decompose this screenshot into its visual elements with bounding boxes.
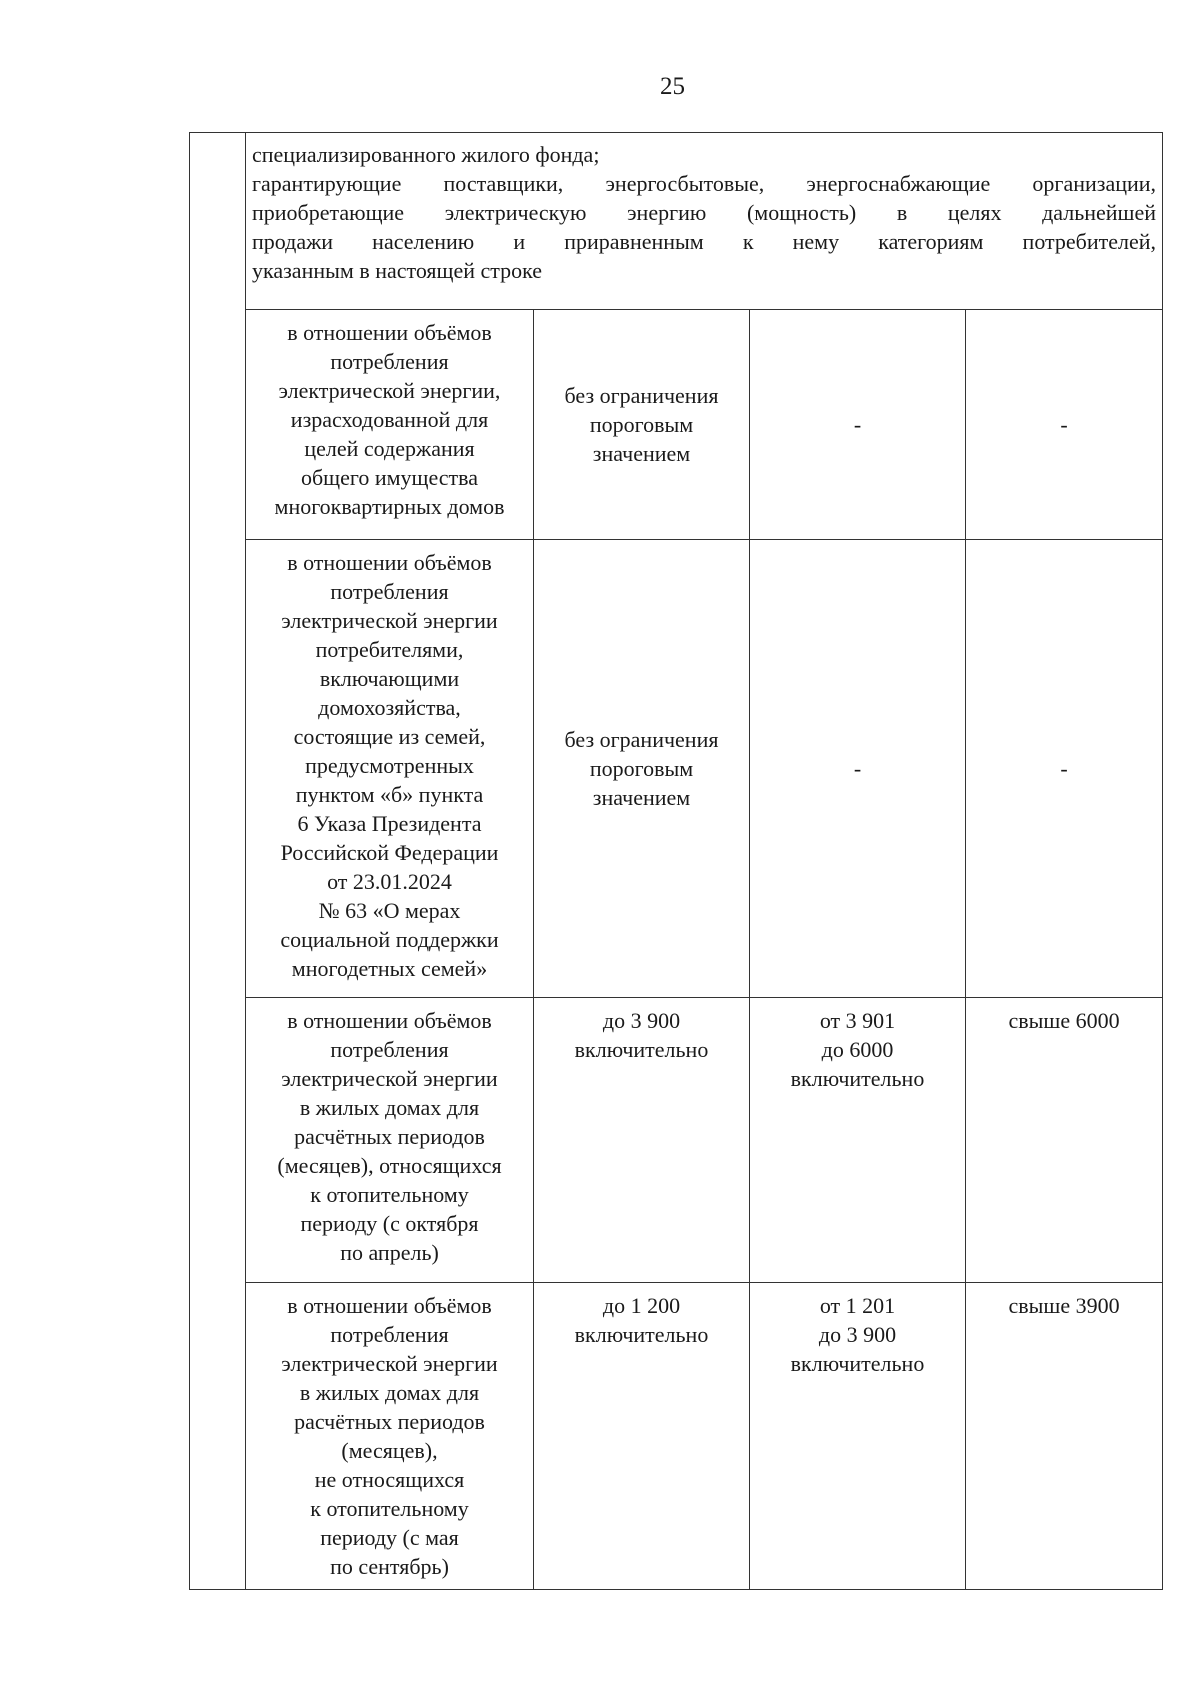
value-line: включительно bbox=[790, 1066, 925, 1091]
threshold-cell-3 bbox=[966, 998, 1163, 1283]
intro-line: указанным в настоящей строке bbox=[252, 258, 543, 283]
intro-line: продажи населению и приравненным к нему категориям потребителей, bbox=[252, 229, 1157, 254]
condition-cell bbox=[246, 1283, 534, 1590]
condition-line: электрической энергии bbox=[281, 1351, 498, 1376]
table-row bbox=[190, 310, 1163, 540]
condition-line: состоящие из семей, bbox=[293, 724, 486, 749]
condition-line: потребления bbox=[330, 1037, 449, 1062]
condition-line: № 63 «О мерах bbox=[318, 898, 461, 923]
value-line: без ограничения bbox=[564, 383, 719, 408]
condition-line: домохозяйства, bbox=[318, 695, 461, 720]
condition-line: в жилых домах для bbox=[299, 1095, 480, 1120]
intro-line: специализированного жилого фонда; bbox=[252, 142, 600, 167]
value-line: от 3 901 bbox=[819, 1008, 896, 1033]
condition-line: периоду (с мая bbox=[320, 1525, 459, 1550]
table-row bbox=[190, 998, 1163, 1283]
table-row bbox=[190, 1283, 1163, 1590]
value-line: - bbox=[1060, 412, 1068, 437]
threshold-cell-1 bbox=[534, 310, 750, 540]
condition-cell bbox=[246, 998, 534, 1283]
value-line: до 3 900 bbox=[602, 1008, 681, 1033]
threshold-cell-2 bbox=[750, 540, 966, 998]
condition-line: к отопительному bbox=[310, 1496, 469, 1521]
condition-line: (месяцев), bbox=[341, 1438, 438, 1463]
value-line: включительно bbox=[574, 1037, 709, 1062]
value-line: - bbox=[853, 756, 862, 781]
intro-line: приобретающие электрическую энергию (мощность) в целях дальнейшей bbox=[252, 200, 1157, 225]
condition-line: в отношении объёмов bbox=[287, 550, 492, 575]
condition-line: к отопительному bbox=[310, 1182, 469, 1207]
condition-line: потребления bbox=[330, 349, 449, 374]
condition-line: потребления bbox=[330, 1322, 449, 1347]
condition-line: периоду (с октября bbox=[300, 1211, 479, 1236]
intro-cell bbox=[246, 133, 1163, 310]
condition-line: социальной поддержки bbox=[280, 927, 499, 952]
value-line: пороговым bbox=[589, 756, 694, 781]
value-line: включительно bbox=[790, 1351, 925, 1376]
value-line: значением bbox=[592, 785, 691, 810]
condition-line: электрической энергии bbox=[281, 608, 498, 633]
condition-cell bbox=[246, 540, 534, 998]
condition-line: пунктом «б» пункта bbox=[295, 782, 484, 807]
condition-line: по сентябрь) bbox=[330, 1554, 449, 1579]
value-line: - bbox=[1060, 756, 1068, 781]
condition-cell bbox=[246, 310, 534, 540]
condition-line: электрической энергии, bbox=[278, 378, 501, 403]
threshold-cell-1 bbox=[534, 1283, 750, 1590]
condition-line: потребления bbox=[330, 579, 449, 604]
value-line: от 1 201 bbox=[819, 1293, 896, 1318]
condition-line: электрической энергии bbox=[281, 1066, 498, 1091]
value-line: пороговым bbox=[589, 412, 694, 437]
value-line: без ограничения bbox=[564, 727, 719, 752]
condition-line: включающими bbox=[319, 666, 460, 691]
condition-line: по апрель) bbox=[340, 1240, 439, 1265]
condition-line: предусмотренных bbox=[305, 753, 474, 778]
value-line: свыше 6000 bbox=[1008, 1008, 1120, 1033]
threshold-cell-3 bbox=[966, 540, 1163, 998]
value-line: - bbox=[853, 412, 862, 437]
threshold-cell-1 bbox=[534, 540, 750, 998]
intro-line: гарантирующие поставщики, энергосбытовые, энергоснабжающие организации, bbox=[252, 171, 1157, 196]
table-row-intro bbox=[190, 133, 1163, 310]
threshold-cell-1 bbox=[534, 998, 750, 1283]
condition-line: многодетных семей» bbox=[291, 956, 488, 981]
condition-line: не относящихся bbox=[314, 1467, 465, 1492]
condition-line: Российской Федерации bbox=[280, 840, 499, 865]
condition-line: от 23.01.2024 bbox=[327, 869, 452, 894]
condition-line: расчётных периодов bbox=[294, 1124, 485, 1149]
value-line: до 6000 bbox=[821, 1037, 894, 1062]
page-number: 25 bbox=[660, 73, 685, 100]
condition-line: расчётных периодов bbox=[294, 1409, 485, 1434]
condition-line: в отношении объёмов bbox=[287, 1008, 492, 1033]
condition-line: в отношении объёмов bbox=[287, 1293, 492, 1318]
condition-line: в отношении объёмов bbox=[287, 320, 492, 345]
condition-line: в жилых домах для bbox=[299, 1380, 480, 1405]
threshold-cell-3 bbox=[966, 1283, 1163, 1590]
value-line: значением bbox=[592, 441, 691, 466]
value-line: свыше 3900 bbox=[1008, 1293, 1120, 1318]
value-line: включительно bbox=[574, 1322, 709, 1347]
condition-line: израсходованной для bbox=[290, 407, 489, 432]
threshold-cell-2 bbox=[750, 310, 966, 540]
table-row bbox=[190, 540, 1163, 998]
condition-line: целей содержания bbox=[304, 436, 475, 461]
left-margin-column bbox=[190, 133, 246, 1590]
condition-line: 6 Указа Президента bbox=[297, 811, 482, 836]
threshold-cell-2 bbox=[750, 1283, 966, 1590]
tariff-table bbox=[189, 132, 1163, 1590]
value-line: до 3 900 bbox=[818, 1322, 897, 1347]
threshold-cell-3 bbox=[966, 310, 1163, 540]
condition-line: (месяцев), относящихся bbox=[277, 1153, 502, 1178]
condition-line: потребителями, bbox=[315, 637, 464, 662]
value-line: до 1 200 bbox=[602, 1293, 681, 1318]
threshold-cell-2 bbox=[750, 998, 966, 1283]
condition-line: многоквартирных домов bbox=[274, 494, 505, 519]
condition-line: общего имущества bbox=[300, 465, 479, 490]
